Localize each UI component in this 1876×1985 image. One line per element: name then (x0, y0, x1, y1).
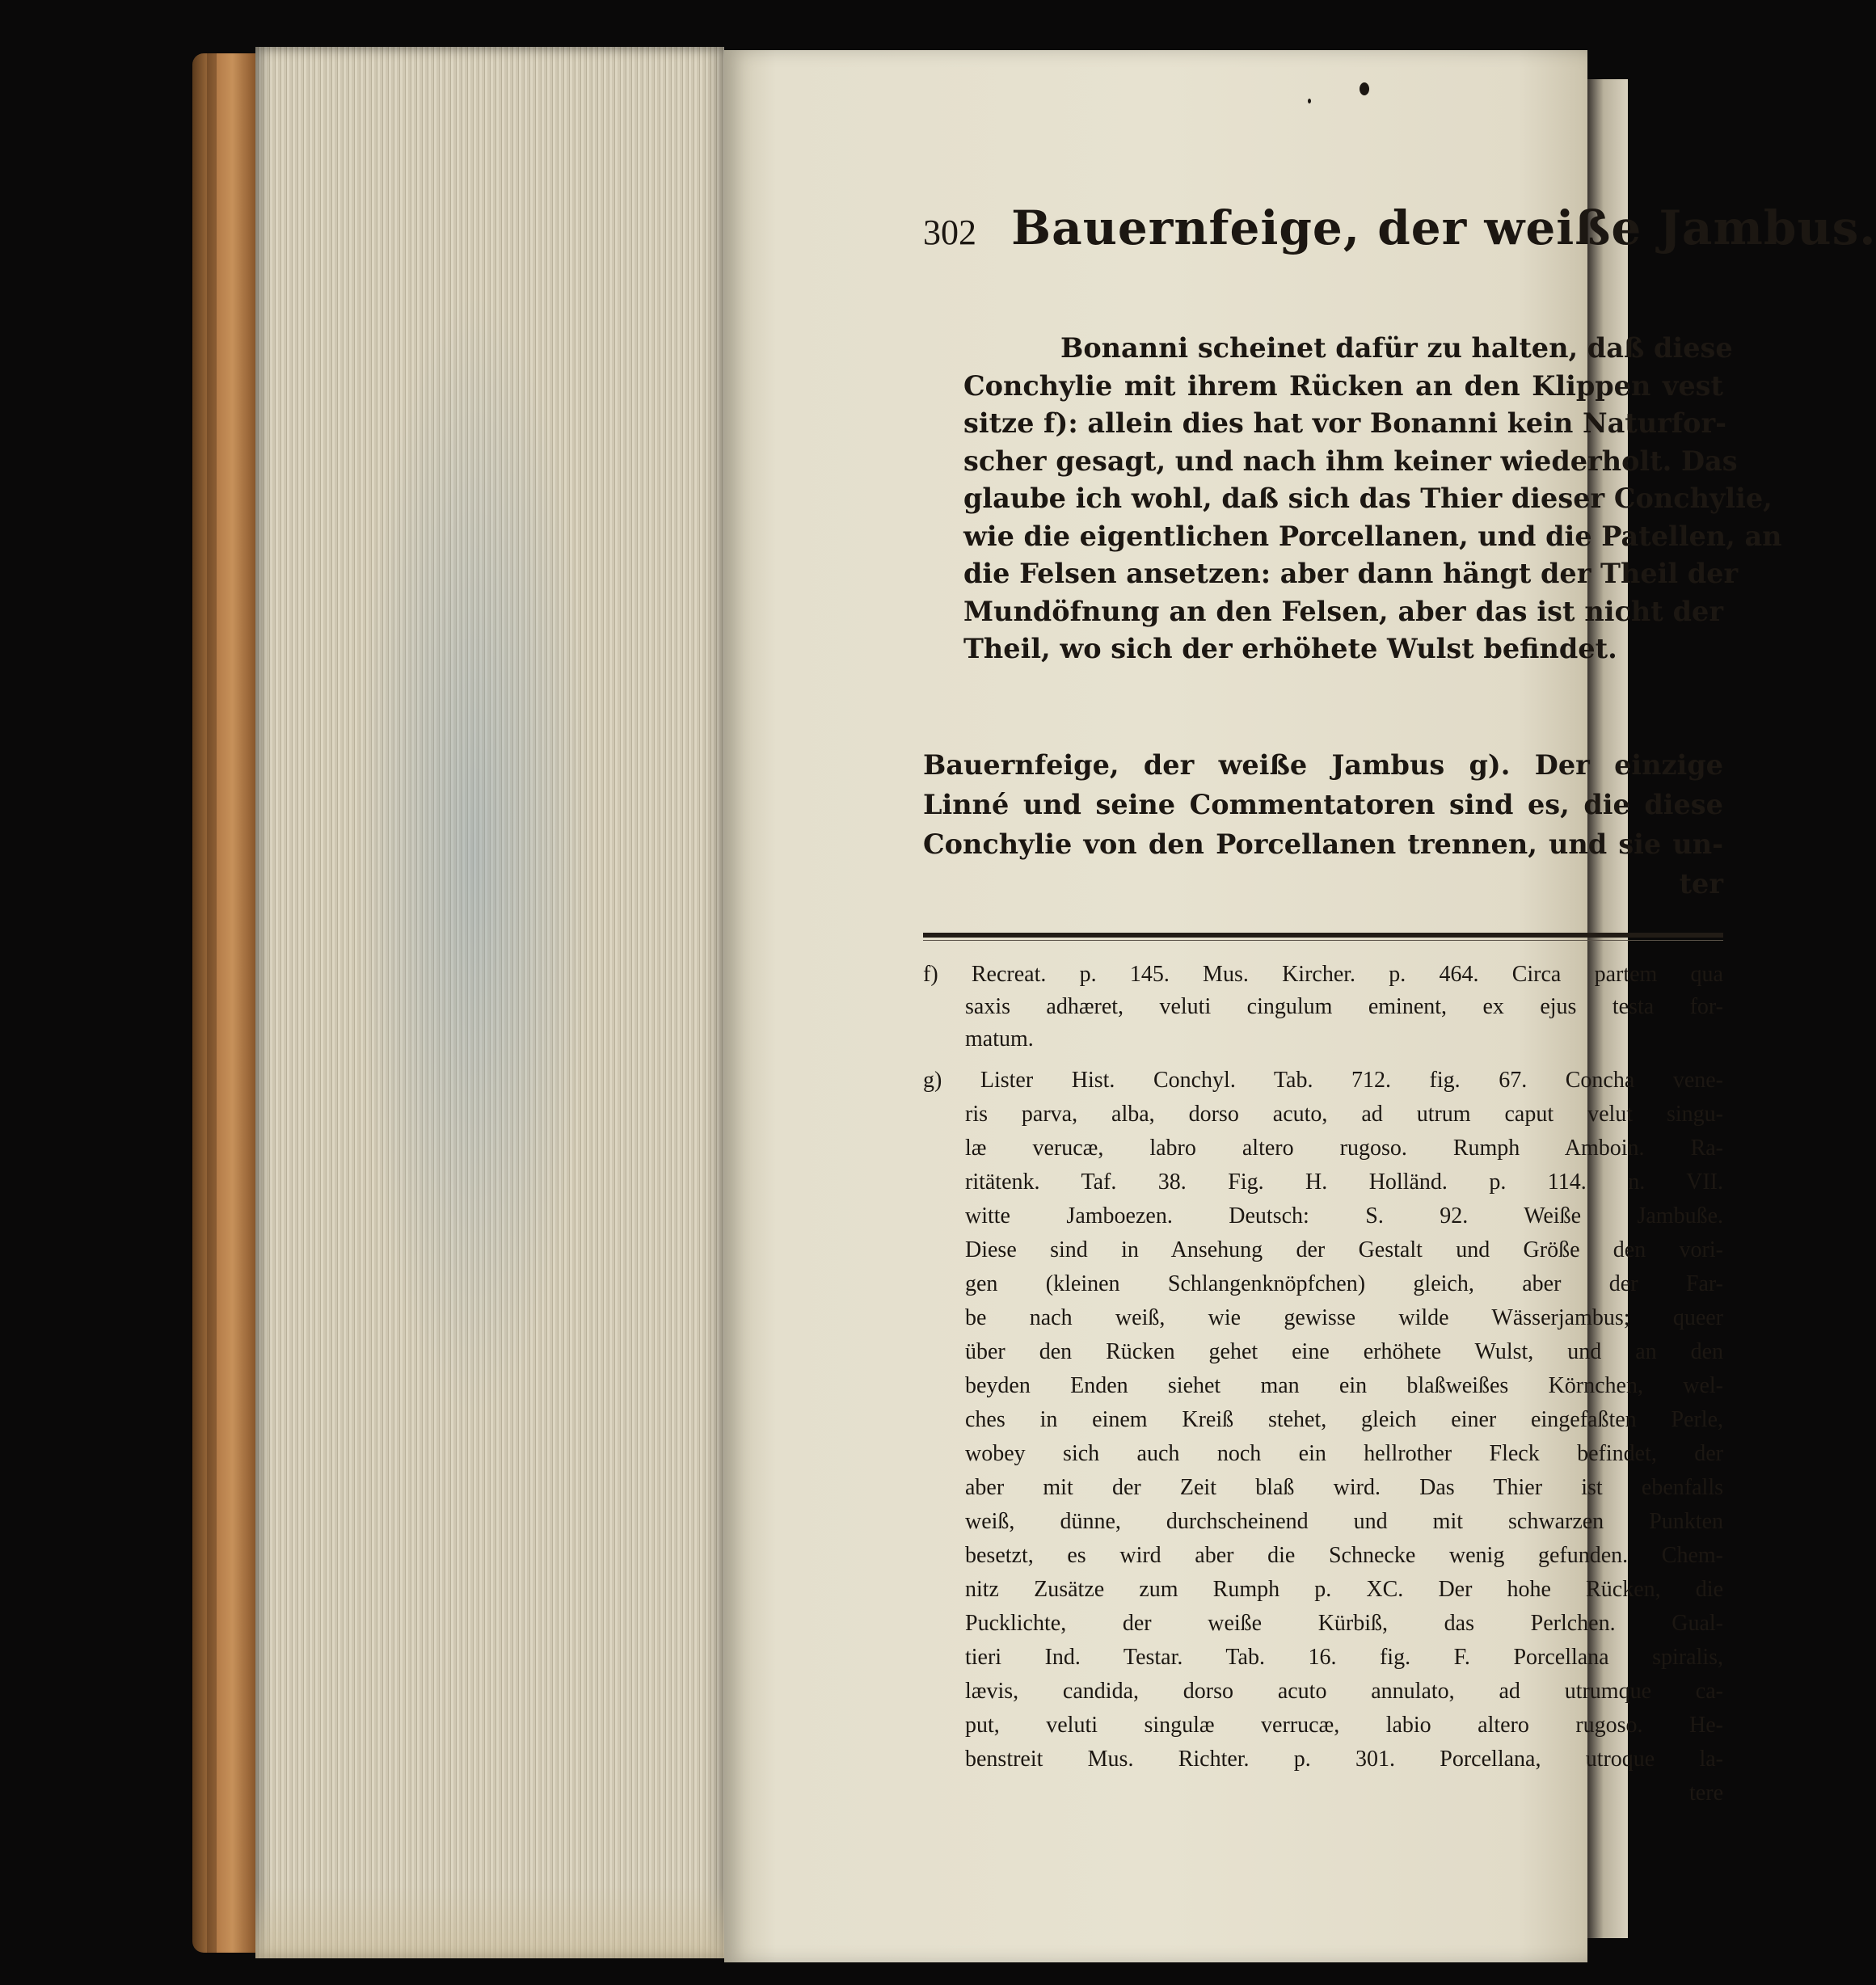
footnote-line: put, veluti singulæ verrucæ, labio altero rugoso. He- (965, 1713, 1723, 1738)
text-line: Mundöfnung an den Felsen, aber das ist nicht der (963, 595, 1723, 627)
footnote-line: saxis adhæret, veluti cingulum eminent, ex ejus testa for- (965, 994, 1723, 1019)
footnote-line: witte Jamboezen. Deutsch: S. 92. Weiße Jambuße. (965, 1203, 1723, 1229)
footnote-line: aber mit der Zeit blaß wird. Das Thier ist ebenfalls (965, 1475, 1723, 1500)
text-line: Bonanni scheinet dafür zu halten, daß diese (1060, 332, 1733, 364)
text-line: Theil, wo sich der erhöhete Wulst befindet. (963, 633, 1617, 664)
footnote-line: Pucklichte, der weiße Kürbiß, das Perlchen. Gual- (965, 1611, 1723, 1636)
ink-speck (1360, 82, 1369, 95)
text-line: sitze f): allein dies hat vor Bonanni kein Naturfor- (963, 407, 1727, 439)
footnote-line: benstreit Mus. Richter. p. 301. Porcellana, utroque la- (965, 1747, 1723, 1772)
footnote-f (923, 959, 1723, 1056)
text-line: die Felsen ansetzen: aber dann hängt der Theil der (963, 558, 1739, 589)
page-number: 302 (923, 213, 976, 252)
footnote-line: beyden Enden siehet man ein blaßweißes Körnchen, wel- (965, 1373, 1723, 1398)
footnote-line: g) Lister Hist. Conchyl. Tab. 712. fig. 67. Concha vene- (923, 1068, 1723, 1093)
footnote-line: ches in einem Kreiß stehet, gleich einer eingefaßten Perle, (965, 1407, 1723, 1432)
catchword: tere (1689, 1781, 1723, 1806)
footnote-line: lævis, candida, dorso acuto annulato, ad utrumque ca- (965, 1679, 1723, 1704)
text-line: wie die eigentlichen Porcellanen, und die Patellen, an (963, 520, 1782, 552)
printed-page (724, 50, 1876, 1962)
footnote-line: ritätenk. Taf. 38. Fig. H. Holländ. p. 114. n. VII. (965, 1170, 1723, 1195)
text-line: Conchylie von den Porcellanen trennen, und sie un- (923, 828, 1723, 860)
book-photo (192, 47, 1876, 1964)
running-head (923, 200, 1876, 265)
footnote-line: be nach weiß, wie gewisse wilde Wässerjambus; queer (965, 1305, 1723, 1330)
footnote-line: gen (kleinen Schlangenknöpfchen) gleich, aber der Far- (965, 1271, 1723, 1296)
paragraph-bauernfeige (923, 745, 1723, 904)
text-line: Linné und seine Commentatoren sind es, die diese (923, 789, 1723, 820)
text-line: Conchylie mit ihrem Rücken an den Klippen vest (963, 369, 1723, 402)
paragraph-bonanni (963, 330, 1782, 668)
text-line: scher gesagt, und nach ihm keiner wiederholt. Das (963, 445, 1738, 477)
footnote-rule (923, 933, 1723, 938)
footnote-line: læ verucæ, labro altero rugoso. Rumph Amboin. Ra- (965, 1136, 1723, 1161)
footnote-line: weiß, dünne, durchscheinend und mit schwarzen Punkten (965, 1509, 1723, 1534)
footnote-line: wobey sich auch noch ein hellrother Fleck befindet, der (965, 1441, 1723, 1466)
footnote-line: nitz Zusätze zum Rumph p. XC. Der hohe Rücken, die (965, 1577, 1723, 1602)
footnote-line: über den Rücken gehet eine erhöhete Wulst, und an den (965, 1339, 1723, 1364)
book-spine (192, 53, 265, 1953)
ink-speck (1308, 99, 1311, 103)
footnote-g (923, 1064, 1723, 1810)
footnote-line: f) Recreat. p. 145. Mus. Kircher. p. 464. Circa partem qua (923, 962, 1723, 987)
running-title: Bauernfeige, der weiße Jambus. (1011, 200, 1876, 255)
footnote-line: tieri Ind. Testar. Tab. 16. fig. F. Porcellana spiralis, (965, 1645, 1723, 1670)
text-line: Bauernfeige, der weiße Jambus g). Der einzige (923, 749, 1723, 781)
catchword: ter (1679, 868, 1723, 900)
text-line: glaube ich wohl, daß sich das Thier dieser Conchylie, (963, 483, 1773, 514)
footnote-line: ris parva, alba, dorso acuto, ad utrum caput velut singu- (965, 1102, 1723, 1127)
page-block-edge (255, 47, 724, 1958)
footnote-line: matum. (965, 1026, 1034, 1052)
footnote-line: besetzt, es wird aber die Schnecke wenig gefunden. Chem- (965, 1543, 1723, 1568)
footnote-line: Diese sind in Ansehung der Gestalt und Größe den vori- (965, 1237, 1723, 1262)
